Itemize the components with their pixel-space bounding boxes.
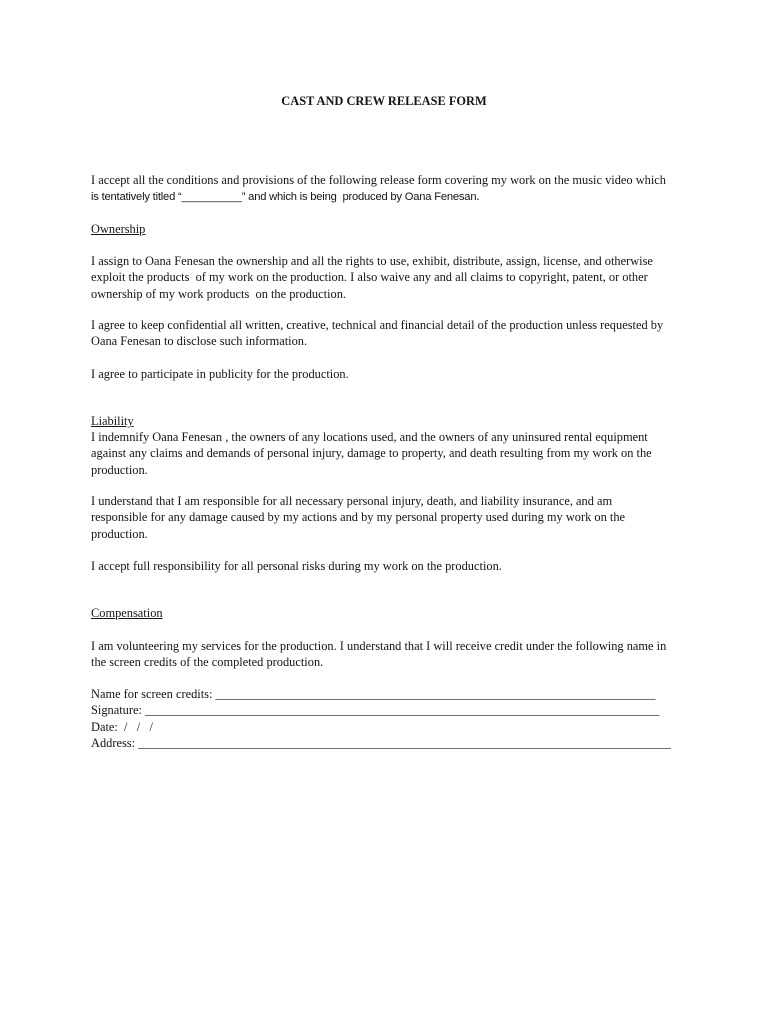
ownership-heading: Ownership <box>91 222 146 236</box>
liability-paragraph-2 <box>91 493 691 542</box>
compensation-paragraph-1 <box>91 638 691 671</box>
intro-line-2: is tentatively titled “__________” and which is being produced by Oana Fenesan <box>91 191 477 204</box>
screen-credit-name-field[interactable]: Name for screen credits: _______________________________________________________________________ <box>91 687 656 701</box>
date-field[interactable]: Date: / / / <box>91 719 153 734</box>
liability-p1-line-3: production. <box>91 462 148 477</box>
compensation-p1-line-1: I am volunteering my services for the production. I understand that I will receive credit under the following name in <box>91 639 667 653</box>
ownership-p1-line-1: I assign to Oana Fenesan the ownership and all the rights to use, exhibit, distribute, assign, license, and otherwise <box>91 254 653 268</box>
document-title: CAST AND CREW RELEASE FORM <box>281 94 487 108</box>
liability-p1-line-1: I indemnify Oana Fenesan , the owners of any locations used, and the owners of any uninsured rental equipment <box>91 430 648 444</box>
ownership-paragraph-3: I agree to participate in publicity for the production. <box>91 367 349 381</box>
liability-p2-line-2: responsible for any damage caused by my actions and by my personal property used during my work on the <box>91 510 626 525</box>
signature-field[interactable]: Signature: ___________________________________________________________________________________ <box>91 703 660 718</box>
liability-p1-line-2: against any claims and demands of personal injury, damage to property, and death resulting from my work on the <box>91 446 652 461</box>
ownership-p1-line-3: ownership of my work products on the production. <box>91 286 347 301</box>
intro-line-2-end: . <box>476 189 480 204</box>
liability-heading: Liability <box>91 414 134 428</box>
ownership-paragraph-2 <box>91 317 691 350</box>
address-field[interactable]: Address: ______________________________________________________________________________________ <box>91 735 671 750</box>
compensation-heading: Compensation <box>91 606 163 620</box>
form-fields <box>91 686 691 751</box>
compensation-p1-line-2: the screen credits of the completed production. <box>91 655 324 670</box>
ownership-p1-line-2: exploit the products of my work on the production. I also waive any and all claims to copyright, patent, or other <box>91 270 648 285</box>
ownership-paragraph-1 <box>91 253 691 302</box>
liability-p2-line-1: I understand that I am responsible for all necessary personal injury, death, and liability insurance, and am <box>91 494 613 508</box>
liability-p2-line-3: production. <box>91 526 148 541</box>
ownership-p2-line-1: I agree to keep confidential all written, creative, technical and financial detail of the production unless requested by <box>91 318 664 332</box>
ownership-p2-line-2: Oana Fenesan to disclose such information. <box>91 334 308 349</box>
liability-paragraph-1 <box>91 429 691 478</box>
intro-paragraph <box>91 172 691 206</box>
liability-paragraph-3: I accept full responsibility for all personal risks during my work on the production. <box>91 559 502 573</box>
intro-line-1: I accept all the conditions and provisions of the following release form covering my work on the music video which <box>91 173 666 187</box>
